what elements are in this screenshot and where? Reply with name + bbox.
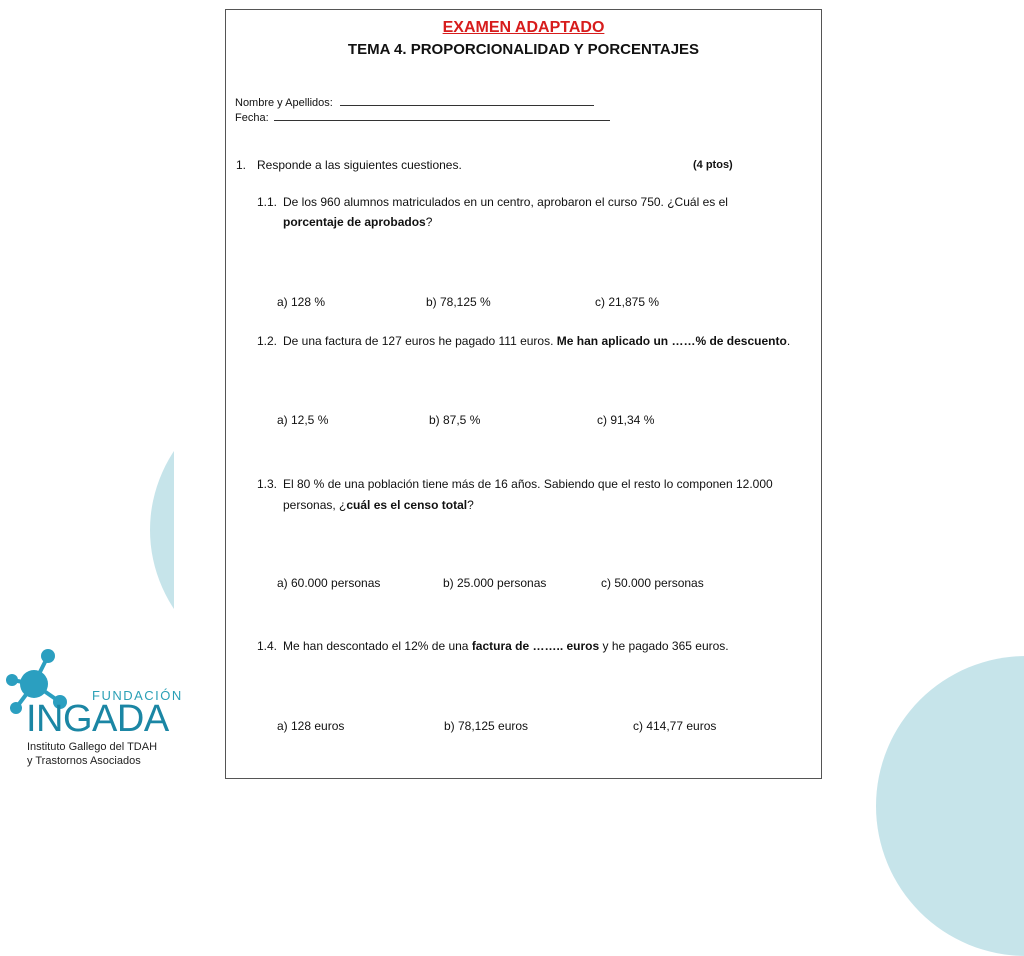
question-1-1-bold: porcentaje de aprobados (283, 215, 426, 229)
question-1-4-end: y he pagado 365 euros. (599, 639, 729, 653)
date-line (274, 110, 610, 121)
name-field (235, 95, 594, 109)
section-1-text: Responde a las siguientes cuestiones. (257, 158, 462, 172)
q11-option-a: a) 128 % (277, 295, 326, 309)
question-1-3-end: ? (467, 498, 474, 512)
q12-option-b: b) 87,5 % (429, 413, 481, 427)
q13-option-b: b) 25.000 personas (443, 576, 547, 590)
q14-option-b: b) 78,125 euros (444, 719, 529, 733)
question-1-1-line1: De los 960 alumnos matriculados en un centro, aprobaron el curso 750. ¿Cuál es el (283, 195, 728, 209)
question-1-1-line2 (283, 215, 432, 229)
question-1-2-bold: Me han aplicado un ……% de descuento (556, 334, 787, 348)
exam-sheet (225, 9, 822, 779)
question-1-2-text (283, 334, 790, 348)
q11-option-b: b) 78,125 % (426, 295, 491, 309)
question-1-2-start: De una factura de 127 euros he pagado 111 euros. (283, 334, 557, 348)
exam-title: EXAMEN ADAPTADO (442, 19, 605, 36)
question-1-3-number: 1.3. (257, 477, 278, 491)
logo-subtitle-2: y Trastornos Asociados (27, 755, 141, 767)
decorative-circle-right (876, 656, 1024, 956)
date-field (235, 110, 610, 124)
section-1-number: 1. (236, 158, 247, 172)
question-1-3-line2 (283, 498, 474, 512)
date-label: Fecha: (235, 112, 269, 124)
q14-option-c: c) 414,77 euros (633, 719, 717, 733)
section-1-points: (4 ptos) (693, 159, 733, 171)
q12-option-c: c) 91,34 % (597, 413, 655, 427)
logo-fundacion-text: FUNDACIÓN (92, 688, 183, 703)
logo-subtitle-1: Instituto Gallego del TDAH (27, 741, 158, 753)
logo-name: INGADA (26, 698, 169, 740)
name-label: Nombre y Apellidos: (235, 97, 333, 109)
question-1-3-bold: cuál es el censo total (346, 498, 468, 512)
question-1-2-end: . (786, 334, 791, 348)
question-1-2-number: 1.2. (257, 334, 278, 348)
question-1-4-bold: factura de …….. euros (471, 639, 600, 653)
question-1-4-text (283, 639, 729, 653)
name-line (340, 95, 594, 106)
q13-option-c: c) 50.000 personas (601, 576, 704, 590)
question-1-3-line1: El 80 % de una población tiene más de 16 años. Sabiendo que el resto lo componen 12.000 (283, 477, 773, 491)
q11-option-c: c) 21,875 % (595, 295, 660, 309)
question-1-4-number: 1.4. (257, 639, 278, 653)
question-1-1-end: ? (425, 215, 433, 229)
q14-option-a: a) 128 euros (277, 719, 345, 733)
question-1-3-start: personas, ¿ (283, 498, 347, 512)
q12-option-a: a) 12,5 % (277, 413, 329, 427)
q13-option-a: a) 60.000 personas (277, 576, 381, 590)
question-1-4-start: Me han descontado el 12% de una (283, 639, 472, 653)
exam-subtitle: TEMA 4. PROPORCIONALIDAD Y PORCENTAJES (347, 41, 700, 58)
question-1-1-number: 1.1. (257, 195, 278, 209)
ingada-logo (0, 640, 183, 768)
